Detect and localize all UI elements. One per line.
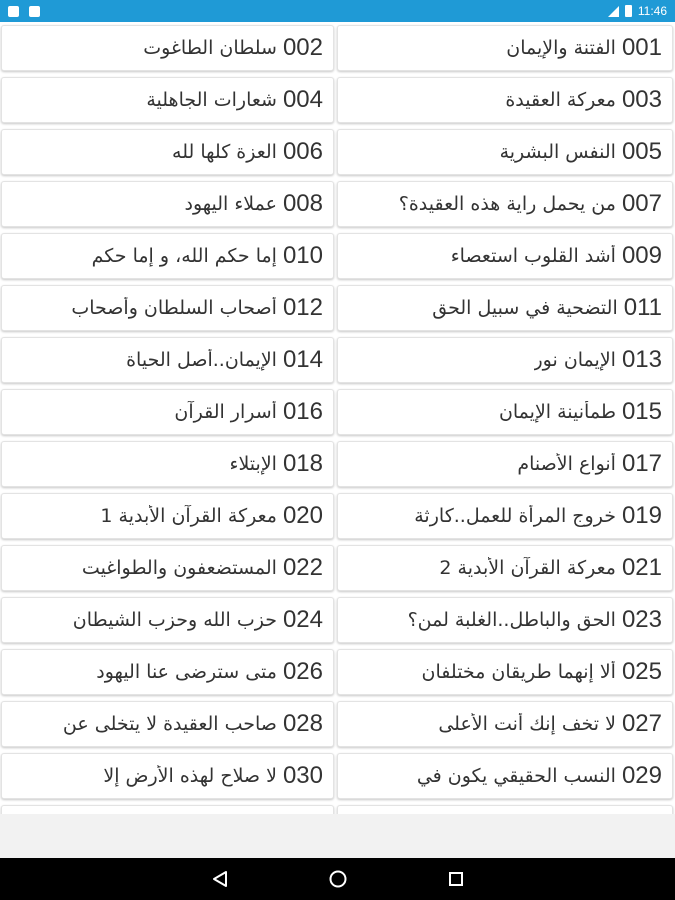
lecture-title: عملاء اليهود [184,193,277,215]
lecture-item[interactable] [337,285,673,331]
navigation-bar [0,858,675,900]
lecture-title: أسرار القرآن [174,401,277,423]
lecture-title: معركة القرآن الأبدية 2 [439,557,616,579]
back-icon [211,870,229,888]
lecture-item[interactable] [1,545,334,591]
lecture-title: لا تخف إنك أنت الأعلى [438,713,616,735]
lecture-title: النسب الحقيقي يكون في [416,765,616,787]
lecture-item[interactable] [337,389,673,435]
lecture-item[interactable] [337,597,673,643]
lecture-item[interactable] [337,441,673,487]
lecture-item[interactable] [1,805,334,814]
lecture-item[interactable] [337,181,673,227]
lecture-title: أصحاب السلطان وأصحاب [71,297,277,319]
lecture-item[interactable] [1,389,334,435]
recents-button[interactable] [436,863,476,895]
lecture-number: 001 [621,34,662,61]
lecture-item[interactable] [1,649,334,695]
lecture-title: الفتنة والإيمان [506,37,616,59]
lecture-title: الإيمان..أصل الحياة [126,349,277,371]
lecture-title: لا صلاح لهذه الأرض إلا [103,765,277,787]
lecture-number: 015 [621,398,662,425]
lecture-item[interactable] [1,597,334,643]
lecture-item[interactable] [337,805,673,814]
lecture-title: خروج المرأة للعمل..كارثة [414,505,616,527]
lecture-number: 002 [282,34,323,61]
lecture-number: 006 [282,138,323,165]
bottom-spacer [0,814,675,858]
lecture-title: الإيمان نور [533,349,616,371]
lecture-title: أشد القلوب استعصاء [450,245,616,267]
lecture-item[interactable] [1,25,334,71]
notification-icon [8,6,19,17]
lecture-number: 012 [282,294,323,321]
lecture-title: شعارات الجاهلية [146,89,277,111]
lecture-item[interactable] [1,753,334,799]
lecture-title: الإبتلاء [229,453,277,475]
lecture-number: 027 [621,710,662,737]
lecture-number: 029 [621,762,662,789]
lecture-title: معركة القرآن الأبدية 1 [100,505,277,527]
lecture-item[interactable] [337,545,673,591]
lecture-item[interactable] [337,753,673,799]
lecture-number: 007 [621,190,662,217]
lecture-title: العزة كلها لله [172,141,277,163]
lecture-title: الحق والباطل..الغلبة لمن؟ [407,609,616,631]
lecture-item[interactable] [337,77,673,123]
lecture-grid [2,25,673,814]
lecture-number: 014 [282,346,323,373]
home-icon [328,869,348,889]
lecture-number: 017 [621,450,662,477]
lecture-item[interactable] [1,701,334,747]
lecture-number: 022 [282,554,323,581]
no-sim-signal-icon [608,6,619,17]
lecture-item[interactable] [337,649,673,695]
lecture-number: 018 [282,450,323,477]
lecture-number: 019 [621,502,662,529]
lecture-item[interactable] [337,493,673,539]
lecture-title: إما حكم الله، و إما حكم [91,245,277,267]
lecture-number: 011 [623,294,662,321]
lecture-title: متى سترضى عنا اليهود [96,661,277,683]
lecture-item[interactable] [1,441,334,487]
lecture-item[interactable] [1,77,334,123]
lecture-item[interactable] [1,493,334,539]
lecture-item[interactable] [1,181,334,227]
lecture-item[interactable] [337,701,673,747]
status-bar [0,0,675,22]
lecture-title: التضحية في سبيل الحق [432,297,618,319]
lecture-number: 004 [282,86,323,113]
lecture-list[interactable] [0,22,675,814]
lecture-number: 030 [282,762,323,789]
lecture-number: 013 [621,346,662,373]
lecture-item[interactable] [1,337,334,383]
lecture-number: 028 [282,710,323,737]
lecture-title: أنواع الأصنام [517,453,616,475]
notification-icon [29,6,40,17]
lecture-title: من يحمل راية هذه العقيدة؟ [398,193,616,215]
lecture-number: 025 [621,658,662,685]
lecture-number: 008 [282,190,323,217]
lecture-number: 009 [621,242,662,269]
lecture-title: طمأنينة الإيمان [498,401,616,423]
lecture-number: 021 [621,554,662,581]
battery-icon [625,5,632,17]
status-notifications [8,6,40,17]
lecture-number: 016 [282,398,323,425]
home-button[interactable] [318,863,358,895]
lecture-title: النفس البشرية [499,141,616,163]
lecture-number: 010 [282,242,323,269]
lecture-item[interactable] [1,233,334,279]
lecture-item[interactable] [337,337,673,383]
lecture-title: صاحب العقيدة لا يتخلى عن [62,713,277,735]
lecture-number: 023 [621,606,662,633]
lecture-title: ألا إنهما طريقان مختلفان [421,661,616,683]
lecture-number: 024 [282,606,323,633]
lecture-title: سلطان الطاغوت [143,37,277,59]
status-time: 11:46 [637,4,667,18]
status-indicators [608,4,667,18]
lecture-title: معركة العقيدة [505,89,616,111]
lecture-number: 020 [282,502,323,529]
recents-icon [448,871,464,887]
lecture-number: 003 [621,86,662,113]
lecture-item[interactable] [1,285,334,331]
lecture-title: المستضعفون والطواغيت [81,557,277,579]
lecture-number: 005 [621,138,662,165]
lecture-number: 026 [282,658,323,685]
back-button[interactable] [200,863,240,895]
lecture-item[interactable] [1,129,334,175]
lecture-title: حزب الله وحزب الشيطان [72,609,277,631]
lecture-item[interactable] [337,129,673,175]
lecture-item[interactable] [337,233,673,279]
lecture-item[interactable] [337,25,673,71]
